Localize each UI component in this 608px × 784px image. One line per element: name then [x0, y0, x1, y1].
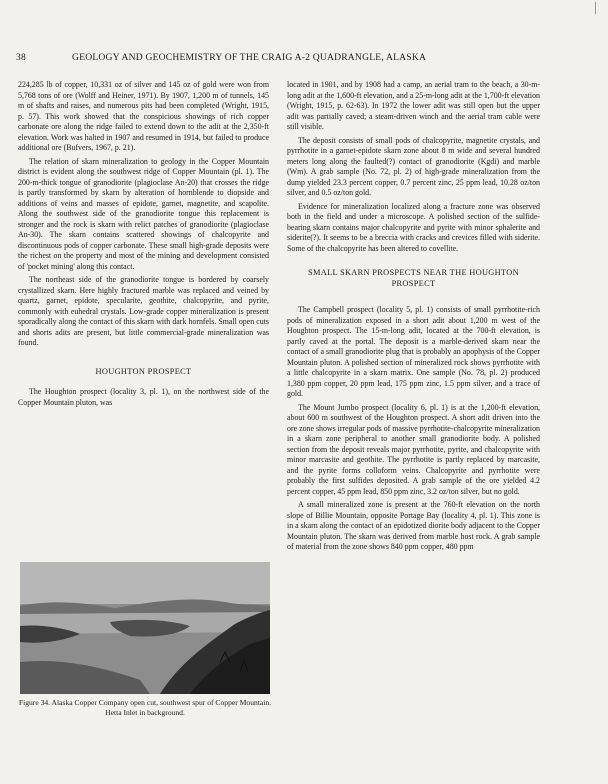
paragraph: A small mineralized zone is present at the 760-ft elevation on the north slope of Billie Mountain, opposite Portage Bay (locality 4, pl. 1). This zone is in a skarn along the contact of an epidotized diorite body adjacent to the Copper Mountain pluton. The skarn was derived from marble host rock. A grab sample of material from the zone shows 840 ppm copper, 480 ppm	[287, 500, 540, 551]
paragraph: Evidence for mineralization localized along a fracture zone was observed both in the field and under a microscope. A polished section of the sulfide-bearing skarn contains major chalcopyrite and pyrite with minor sphalerite and siderite(?). It seems to be a breccia with cracks and crevices filled with siderite. Some of the chalcopyrite has been altered to covellite.	[287, 201, 540, 253]
paragraph: The Campbell prospect (locality 5, pl. 1) consists of small pyrrhotite-rich pods of mineralization exposed in a short adit about 1,200 m west of the Houghton prospect. The 15-m-long adit, located at the 700-ft elevation, is partly caved at the portal. The deposit is a marble-derived skarn near the contact of a small granodiorite plug that is probably an apophysis of the Copper Mountain pluton. A polished section of mineralized rock shows pyrrhotite with a little chalcopyrite in a skarn matrix. One sample (No. 78, pl. 2) produced 1,380 ppm copper, 20 ppm lead, 175 ppm zinc, 1.5 ppm silver, and a trace of gold.	[287, 305, 540, 398]
paragraph: The Mount Jumbo prospect (locality 6, pl. 1) is at the 1,200-ft elevation, about 600 m southwest of the Houghton prospect. A short adit driven into the ore zone shows irregular pods of massive pyrrhotite-chalcopyrite mineralization in a skarn zone peripheral to another small granodiorite body. A polished section from the deposit reveals major pyrrhotite, pyrite, and chalcopyrite with minor marcasite and geothite. The pyrrhotite is partly replaced by marcasite, and the pyrite forms colloform veins. Chalcopyrite and pyrrhotite were probably the first sulfides deposited. A grab sample of the ore yielded 4.2 percent copper, 45 ppm lead, 850 ppm zinc, 3.2 oz/ton silver, but no gold.	[287, 402, 540, 496]
left-column	[18, 80, 269, 411]
paragraph: The deposit consists of small pods of chalcopyrite, magnetite crystals, and pyrrhotite in a garnet-epidote skarn zone about 8 m wide and several hundred meters long along the faulted(?) contact of granodiorite (Kgdi) and marble (Wm). A grab sample (No. 72, pl. 2) of high-grade mineralization from the dump yielded 23.3 percent copper, 0.7 percent zinc, 25 ppm lead, 10.28 oz/ton silver, and 0.5 oz/ton gold.	[287, 135, 540, 197]
section-heading-small-skarn: SMALL SKARN PROSPECTS NEAR THE HOUGHTON PROSPECT	[308, 268, 519, 288]
running-title: GEOLOGY AND GEOCHEMISTRY OF THE CRAIG A-2 QUADRANGLE, ALASKA	[72, 52, 427, 63]
paragraph: 224,285 lb of copper, 10,331 oz of silver and 145 oz of gold were won from 5,768 tons of ore (Wolff and Heiner, 1971). By 1907, 1,200 m of tunnels, 145 m of shafts and raises, and numerous pits had been completed (Wright, 1915, p. 57). This work showed that the conspicious showings of rich copper carbonate ore along the ridge failed to extend down to the adit at the 2,350-ft elevation. Work was halted in 1907 and resumed in 1914, but failed to produce additional ore (Bufvers, 1967, p. 21).	[18, 80, 269, 152]
paragraph: located in 1901, and by 1908 had a camp, an aerial tram to the beach, a 30-m-long adit at the 1,600-ft elevation, and a 25-m-long adit at the 1,700-ft elevation (Wright, 1915, p. 62-63). In 1972 the lower adit was still open but the upper adit was partially caved; a steam-driven winch and the aerial tram cable were still visible.	[287, 80, 540, 131]
paragraph: The Houghton prospect (locality 3, pl. 1), on the northwest side of the Copper Mountain pluton, was	[18, 387, 269, 407]
figure-34-photo	[20, 562, 270, 694]
page-corner-mark	[595, 2, 606, 14]
page-number: 38	[16, 52, 26, 63]
figure-34-caption: Figure 34. Alaska Copper Company open cut, southwest spur of Copper Mountain. Hetta Inlet in background.	[18, 698, 272, 717]
section-heading-houghton: HOUGHTON PROSPECT	[95, 366, 192, 376]
paragraph: The northeast side of the granodiorite tongue is bordered by coarsely crystallized skarn. Here highly fractured marble was replaced and veined by quartz, garnet, epidote, specularite, geothite, chalcopyrite, and pyrite, commonly with euhedral crystals. Low-grade copper mineralization is present sporadically along the contact of this skarn with dark hornfels. Small open cuts and shorts adits are present, but little commercial-grade mineralization was found.	[18, 275, 269, 347]
right-column	[287, 80, 540, 556]
paragraph: The relation of skarn mineralization to geology in the Copper Mountain district is evident along the southwest ridge of Copper Mountain (pl. 1). The 200-m-thick tongue of granodiorite (plagioclase An-20) that crosses the ridge is partly transformed by skarn by alteration of hornblende to diopside and additions of veins and masses of epidote, garnet, magnetite, and scapolite. Along the southwest side of the granodiorite tongue this replacement is stronger and the rock is skarn with relict patches of granodiorite (plagioclase An-30). The skarn contains scattered showings of chalcopyrite and discontinuous pods of copper carbonate. These small high-grade deposits were the richest on the property and most of the mining and development consisted of 'pocket mining' along this contact.	[18, 156, 269, 271]
